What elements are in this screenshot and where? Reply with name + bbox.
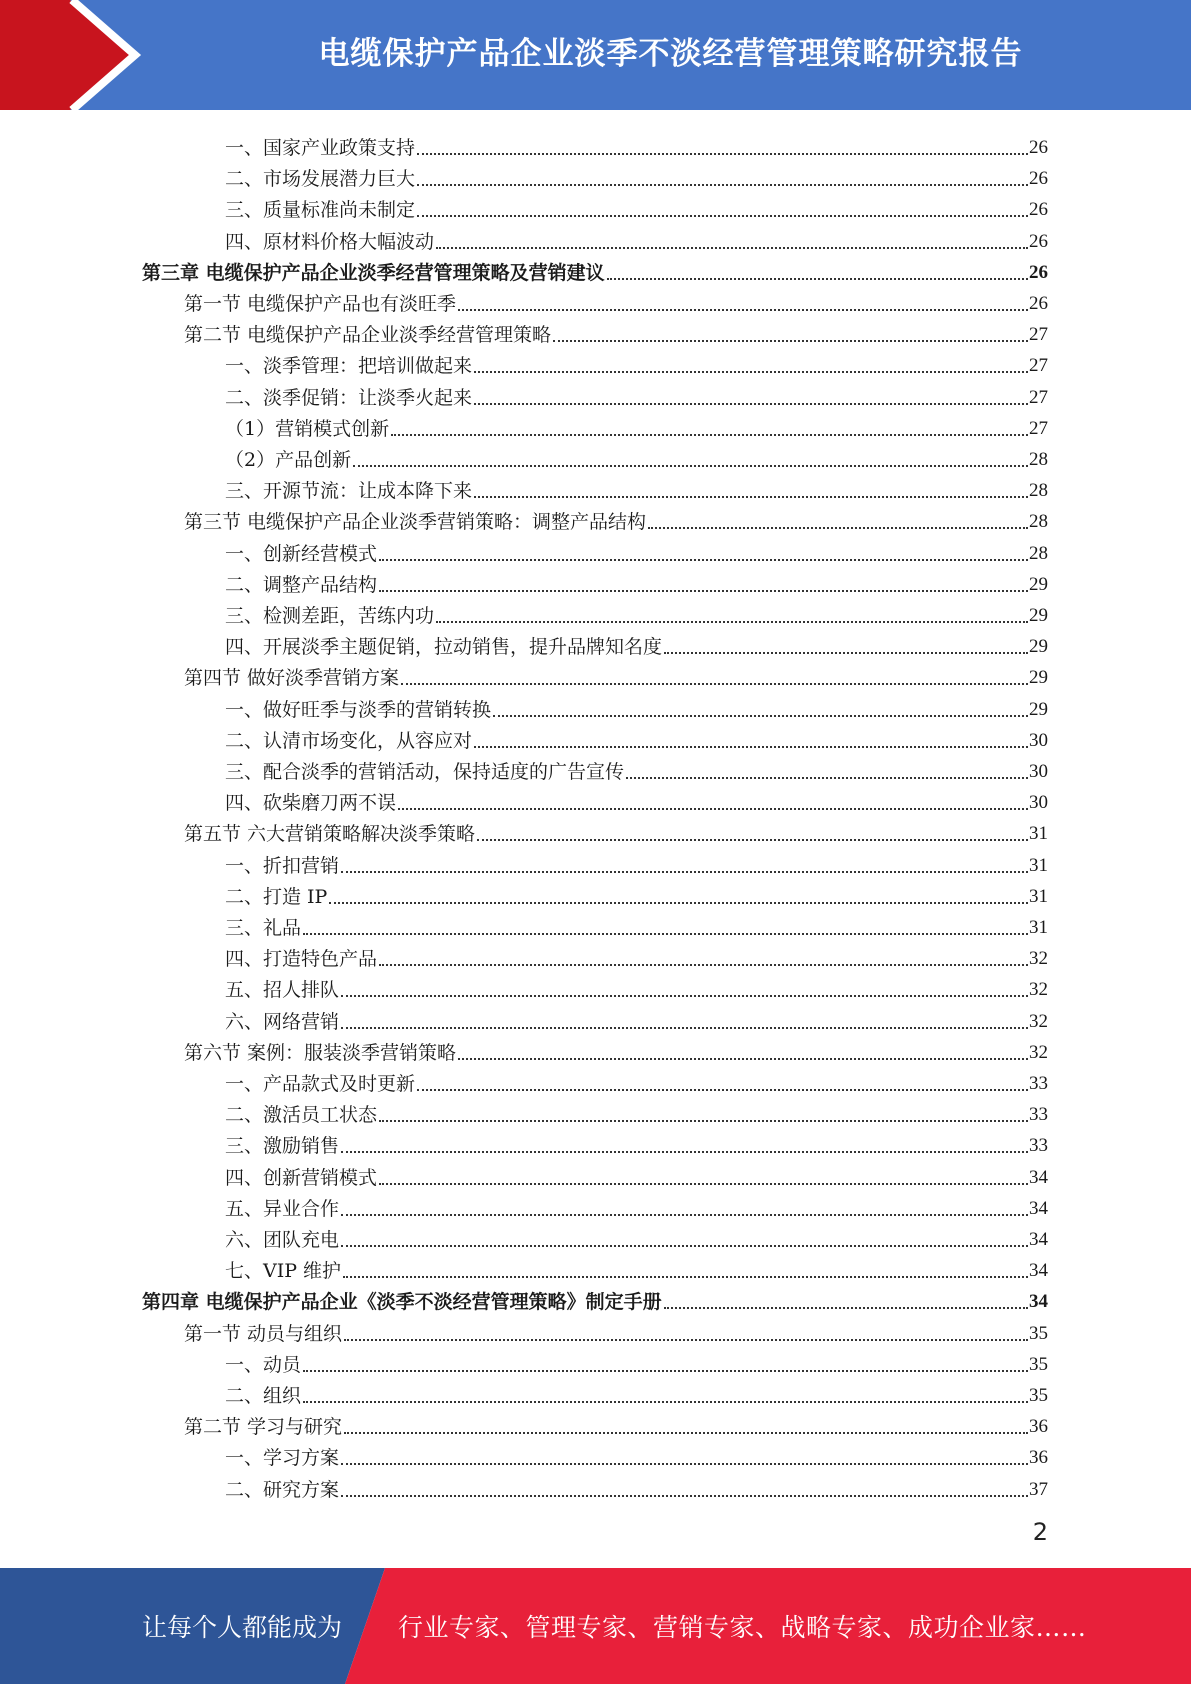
toc-entry-label: 二、打造 IP — [225, 885, 328, 908]
toc-subsection-entry[interactable] — [225, 222, 1048, 253]
toc-subsection-entry[interactable] — [225, 1376, 1048, 1407]
toc-entry-label: 三、开源节流：让成本降下来 — [225, 480, 473, 503]
toc-entry-label: 四、打造特色产品 — [225, 948, 378, 971]
toc-entry-label: 第五节 六大营销策略解决淡季策略 — [184, 823, 476, 846]
toc-entry-label: 一、折扣营销 — [225, 854, 340, 877]
toc-dot-leader — [341, 1151, 1028, 1153]
toc-entry-label: 二、激活员工状态 — [225, 1104, 378, 1127]
toc-dot-leader — [417, 153, 1028, 155]
toc-section-entry[interactable] — [184, 1407, 1048, 1438]
toc-entry-page: 32 — [1029, 1041, 1048, 1063]
header-arrow-graphic — [0, 0, 160, 110]
toc-entry-label: 二、组织 — [225, 1385, 302, 1407]
toc-dot-leader — [401, 683, 1028, 685]
toc-dot-leader — [303, 1370, 1028, 1372]
toc-section-entry[interactable] — [184, 502, 1048, 533]
toc-entry-page: 29 — [1029, 573, 1048, 595]
toc-entry-label: 四、开展淡季主题促销，拉动销售，提升品牌知名度 — [225, 636, 663, 659]
page-number: 2 — [1032, 1518, 1048, 1546]
toc-entry-label: 第四章 电缆保护产品企业《淡季不淡经营管理策略》制定手册 — [142, 1291, 662, 1314]
footer-slogan-right: 行业专家、管理专家、营销专家、战略专家、成功企业家…… — [398, 1613, 1087, 1642]
toc-dot-leader — [458, 309, 1028, 311]
toc-entry-page: 26 — [1029, 199, 1048, 221]
toc-subsection-entry[interactable] — [225, 596, 1048, 627]
toc-dot-leader — [664, 652, 1028, 654]
toc-subsection-entry[interactable] — [225, 128, 1048, 159]
toc-entry-page: 26 — [1029, 137, 1048, 158]
toc-entry-page: 35 — [1029, 1385, 1048, 1406]
toc-entry-label: 第三节 电缆保护产品企业淡季营销策略：调整产品结构 — [184, 511, 647, 534]
toc-section-entry[interactable] — [184, 658, 1048, 689]
toc-subsection-entry[interactable] — [225, 1095, 1048, 1126]
toc-dot-leader — [458, 1058, 1028, 1060]
toc-subsection-entry[interactable] — [225, 627, 1048, 658]
toc-entry-label: 第一节 电缆保护产品也有淡旺季 — [184, 293, 457, 315]
toc-entry-label: 三、配合淡季的营销活动，保持适度的广告宣传 — [225, 761, 625, 783]
toc-entry-page: 29 — [1029, 698, 1048, 720]
toc-dot-leader — [341, 1245, 1028, 1247]
toc-entry-label: 四、原材料价格大幅波动 — [225, 230, 435, 253]
toc-entry-page: 30 — [1029, 792, 1048, 814]
toc-entry-page: 31 — [1029, 854, 1048, 876]
toc-entry-label: 三、质量标准尚未制定 — [225, 199, 416, 222]
toc-entry-page: 28 — [1029, 449, 1048, 470]
toc-entry-page: 33 — [1029, 1135, 1048, 1157]
toc-entry-label: 一、做好旺季与淡季的营销转换 — [225, 698, 492, 721]
toc-subsection-entry[interactable] — [225, 159, 1048, 190]
toc-dot-leader — [607, 278, 1028, 280]
toc-dot-leader — [648, 527, 1028, 529]
toc-entry-page: 34 — [1029, 1260, 1048, 1282]
toc-entry-label: 第二节 学习与研究 — [184, 1416, 343, 1439]
toc-subsection-entry[interactable] — [225, 1220, 1048, 1251]
toc-dot-leader — [664, 1307, 1028, 1309]
toc-dot-leader — [474, 746, 1028, 748]
toc-subsection-entry[interactable] — [225, 1126, 1048, 1157]
toc-dot-leader — [477, 839, 1028, 841]
toc-dot-leader — [303, 1401, 1028, 1403]
toc-entry-page: 36 — [1029, 1416, 1048, 1438]
toc-subsection-entry[interactable] — [225, 1470, 1048, 1501]
toc-dot-leader — [353, 465, 1028, 467]
toc-entry-label: 一、创新经营模式 — [225, 542, 378, 565]
toc-entry-label: 第二节 电缆保护产品企业淡季经营管理策略 — [184, 324, 552, 347]
toc-entry-page: 33 — [1029, 1104, 1048, 1126]
document-title: 电缆保护产品企业淡季不淡经营管理策略研究报告 — [318, 35, 1023, 72]
toc-entry-label: 一、淡季管理：把培训做起来 — [225, 355, 473, 378]
toc-entry-page: 30 — [1029, 729, 1048, 751]
toc-subsection-entry[interactable] — [225, 783, 1048, 814]
toc-entry-page: 36 — [1029, 1447, 1048, 1469]
toc-entry-label: 一、国家产业政策支持 — [225, 137, 416, 159]
toc-entry-label: 第一节 动员与组织 — [184, 1322, 343, 1345]
page-header — [0, 0, 1191, 110]
toc-entry-label: 第三章 电缆保护产品企业淡季经营管理策略及营销建议 — [142, 261, 605, 284]
toc-entry-page: 29 — [1029, 636, 1048, 658]
toc-entry-label: 三、激励销售 — [225, 1135, 340, 1158]
toc-subsection-entry[interactable] — [225, 1064, 1048, 1095]
toc-subsection-entry[interactable] — [225, 378, 1048, 409]
toc-section-entry[interactable] — [184, 315, 1048, 346]
page-footer — [0, 1568, 1191, 1684]
toc-subsection-entry[interactable] — [225, 1438, 1048, 1469]
toc-dot-leader — [379, 964, 1028, 966]
toc-entry-label: 七、VIP 维护 — [225, 1260, 342, 1283]
toc-subsection-entry[interactable] — [225, 534, 1048, 565]
toc-dot-leader — [474, 496, 1028, 498]
toc-dot-leader — [341, 871, 1028, 873]
toc-dot-leader — [379, 590, 1028, 592]
toc-entry-label: 六、网络营销 — [225, 1010, 340, 1033]
toc-dot-leader — [341, 1495, 1028, 1497]
toc-subsection-entry[interactable] — [225, 721, 1048, 752]
toc-dot-leader — [417, 1089, 1028, 1091]
toc-entry-label: 二、调整产品结构 — [225, 573, 378, 596]
toc-subsection-entry[interactable] — [225, 1158, 1048, 1189]
toc-entry-label: 一、学习方案 — [225, 1447, 340, 1470]
toc-dot-leader — [379, 1120, 1028, 1122]
toc-dot-leader — [303, 933, 1028, 935]
toc-chapter-entry[interactable] — [142, 1282, 1048, 1313]
toc-entry-label: 二、研究方案 — [225, 1478, 340, 1501]
toc-subsection-entry[interactable] — [225, 877, 1048, 908]
toc-subsection-entry[interactable] — [225, 939, 1048, 970]
toc-dot-leader — [329, 902, 1028, 904]
toc-entry-label: 二、认清市场变化，从容应对 — [225, 729, 473, 752]
toc-dot-leader — [344, 1432, 1028, 1434]
toc-entry-page: 29 — [1029, 605, 1048, 626]
toc-entry-page: 28 — [1029, 480, 1048, 502]
toc-entry-page: 30 — [1029, 761, 1048, 782]
toc-entry-page: 34 — [1029, 1166, 1048, 1188]
toc-subsection-entry[interactable] — [225, 690, 1048, 721]
toc-chapter-entry[interactable] — [142, 253, 1048, 284]
toc-entry-page: 31 — [1029, 823, 1048, 845]
toc-subsection-entry[interactable] — [225, 565, 1048, 596]
toc-entry-page: 34 — [1029, 1197, 1048, 1219]
toc-subsection-entry[interactable] — [225, 970, 1048, 1001]
toc-entry-label: 四、砍柴磨刀两不误 — [225, 792, 397, 815]
toc-dot-leader — [391, 434, 1028, 436]
toc-dot-leader — [398, 808, 1028, 810]
toc-entry-label: 一、产品款式及时更新 — [225, 1073, 416, 1095]
toc-entry-page: 29 — [1029, 667, 1048, 689]
toc-dot-leader — [341, 1214, 1028, 1216]
toc-entry-page: 27 — [1029, 355, 1048, 377]
toc-entry-page: 31 — [1029, 917, 1048, 938]
toc-subsection-entry[interactable] — [225, 471, 1048, 502]
toc-section-entry[interactable] — [184, 814, 1048, 845]
toc-subsection-entry[interactable] — [225, 846, 1048, 877]
toc-entry-page: 33 — [1029, 1073, 1048, 1094]
toc-entry-page: 28 — [1029, 511, 1048, 533]
toc-dot-leader — [474, 403, 1028, 405]
toc-entry-label: 一、动员 — [225, 1353, 302, 1376]
toc-entry-page: 26 — [1029, 261, 1048, 283]
toc-entry-label: 五、招人排队 — [225, 979, 340, 1002]
toc-dot-leader — [379, 559, 1028, 561]
toc-entry-page: 27 — [1029, 324, 1048, 346]
toc-dot-leader — [344, 1339, 1028, 1341]
toc-dot-leader — [341, 1027, 1028, 1029]
toc-dot-leader — [436, 621, 1028, 623]
toc-entry-label: 二、市场发展潜力巨大 — [225, 168, 416, 191]
toc-entry-label: 三、礼品 — [225, 917, 302, 939]
toc-dot-leader — [379, 1183, 1028, 1185]
toc-subsection-entry[interactable] — [225, 1345, 1048, 1376]
toc-entry-label: 第四节 做好淡季营销方案 — [184, 667, 400, 690]
toc-entry-page: 34 — [1029, 1229, 1048, 1250]
toc-entry-page: 35 — [1029, 1353, 1048, 1375]
toc-subsection-entry[interactable] — [225, 908, 1048, 939]
toc-subsection-entry[interactable] — [225, 409, 1048, 440]
toc-entry-page: 37 — [1029, 1478, 1048, 1500]
toc-entry-page: 27 — [1029, 417, 1048, 439]
toc-entry-label: （2）产品创新 — [225, 449, 352, 471]
toc-entry-page: 34 — [1029, 1291, 1048, 1313]
toc-entry-label: 三、检测差距，苦练内功 — [225, 605, 435, 627]
toc-dot-leader — [417, 215, 1028, 217]
toc-section-entry[interactable] — [184, 284, 1048, 315]
toc-entry-page: 32 — [1029, 1010, 1048, 1032]
toc-entry-page: 32 — [1029, 948, 1048, 970]
toc-subsection-entry[interactable] — [225, 440, 1048, 471]
toc-subsection-entry[interactable] — [225, 1251, 1048, 1282]
toc-entry-label: （1）营销模式创新 — [225, 417, 390, 440]
footer-slogan-left: 让每个人都能成为 — [142, 1613, 343, 1642]
toc-dot-leader — [341, 995, 1028, 997]
toc-dot-leader — [474, 371, 1028, 373]
toc-subsection-entry[interactable] — [225, 752, 1048, 783]
toc-entry-label: 五、异业合作 — [225, 1197, 340, 1220]
toc-subsection-entry[interactable] — [225, 1002, 1048, 1033]
toc-entry-page: 26 — [1029, 168, 1048, 190]
toc-entry-page: 27 — [1029, 386, 1048, 408]
toc-subsection-entry[interactable] — [225, 190, 1048, 221]
toc-section-entry[interactable] — [184, 1314, 1048, 1345]
toc-dot-leader — [553, 340, 1028, 342]
toc-entry-page: 26 — [1029, 230, 1048, 252]
toc-entry-page: 31 — [1029, 885, 1048, 907]
toc-dot-leader — [493, 715, 1028, 717]
toc-entry-label: 四、创新营销模式 — [225, 1166, 378, 1189]
toc-dot-leader — [626, 777, 1028, 779]
toc-section-entry[interactable] — [184, 1033, 1048, 1064]
toc-entry-label: 六、团队充电 — [225, 1229, 340, 1251]
toc-entry-label: 二、淡季促销：让淡季火起来 — [225, 386, 473, 409]
toc-entry-label: 第六节 案例：服装淡季营销策略 — [184, 1041, 457, 1064]
toc-entry-page: 35 — [1029, 1322, 1048, 1344]
toc-entry-page: 28 — [1029, 542, 1048, 564]
toc-subsection-entry[interactable] — [225, 346, 1048, 377]
toc-dot-leader — [417, 184, 1028, 186]
toc-dot-leader — [341, 1463, 1028, 1465]
toc-entry-page: 26 — [1029, 293, 1048, 314]
toc-entry-page: 32 — [1029, 979, 1048, 1001]
toc-subsection-entry[interactable] — [225, 1189, 1048, 1220]
toc-dot-leader — [343, 1276, 1028, 1278]
toc-dot-leader — [436, 247, 1028, 249]
